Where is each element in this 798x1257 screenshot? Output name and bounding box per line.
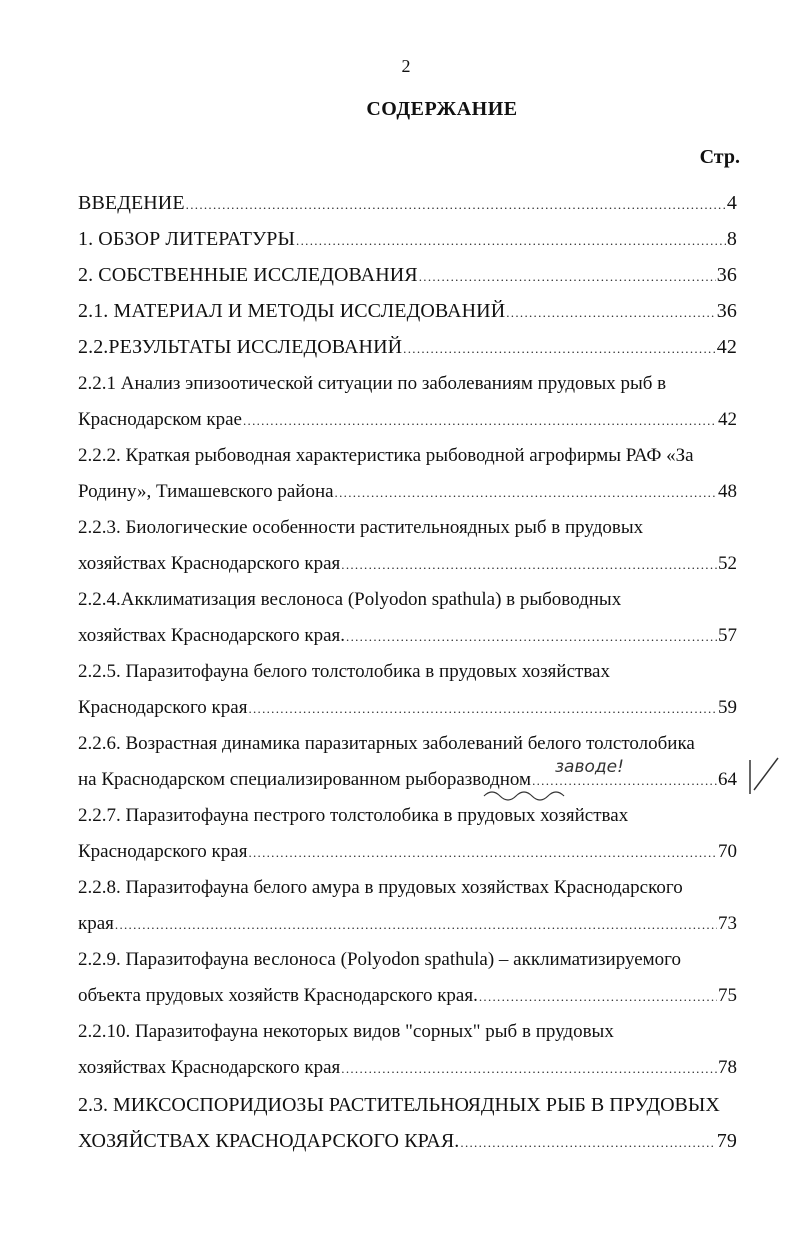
toc-leader-dots	[341, 1056, 717, 1082]
toc-entry-page: 42	[716, 336, 737, 358]
toc-entry-2-2-9	[78, 983, 737, 1010]
toc-entry-text: хозяйствах Краснодарского края.	[78, 625, 346, 646]
toc-entry-text: Краснодарском крае	[78, 409, 242, 430]
toc-leader-dots	[403, 336, 716, 362]
toc-entry-page: 48	[718, 481, 737, 502]
toc-entry-2-2-10	[78, 1055, 737, 1082]
toc-entry-page: 73	[718, 913, 737, 934]
toc-leader-dots	[296, 228, 726, 254]
toc-entry-2-3-line1: 2.3. МИКСОСПОРИДИОЗЫ РАСТИТЕЛЬНОЯДНЫХ РЫБ В ПРУДОВЫХ	[78, 1094, 720, 1116]
toc-entry-text: Краснодарского края	[78, 697, 248, 718]
toc-leader-dots	[419, 264, 716, 290]
page-number: 2	[401, 56, 411, 76]
toc-entry-page: 4	[726, 192, 737, 214]
toc-entry-2-2-4-line1: 2.2.4.Акклиматизация веслоноса (Polyodon spathula) в рыбоводных	[78, 589, 622, 610]
toc-entry-text: 2.1. МАТЕРИАЛ И МЕТОДЫ ИССЛЕДОВАНИЙ	[78, 300, 506, 322]
toc-entry-text: края	[78, 913, 114, 934]
toc-entry-text: хозяйствах Краснодарского края	[78, 1057, 341, 1078]
toc-entry-2-2-8	[78, 911, 737, 938]
toc-entry-2-2-2-line1: 2.2.2. Краткая рыбоводная характеристика рыбоводной агрофирмы РАФ «За	[78, 445, 694, 466]
toc-leader-dots	[346, 624, 717, 650]
toc-entry-2-2-9-line1: 2.2.9. Паразитофауна веслоноса (Polyodon spathula) – акклиматизируемого	[78, 949, 681, 970]
toc-entry-2-2-3	[78, 551, 737, 578]
toc-entry-2-2-7	[78, 839, 737, 866]
toc-leader-dots	[335, 480, 717, 506]
toc-entry-2-3	[78, 1128, 737, 1156]
toc-entry-literature-review	[78, 226, 737, 254]
page-column-header: Стр.	[699, 146, 740, 168]
toc-entry-2-2-3-line1: 2.2.3. Биологические особенности растительноядных рыб в прудовых	[78, 517, 644, 538]
toc-entry-2-2-2	[78, 479, 737, 506]
toc-entry-text: 1. ОБЗОР ЛИТЕРАТУРЫ	[78, 228, 296, 250]
toc-entry-2-2-1	[78, 407, 737, 434]
toc-entry-text: хозяйствах Краснодарского края	[78, 553, 341, 574]
toc-entry-2-2-10-line1: 2.2.10. Паразитофауна некоторых видов "сорных" рыб в прудовых	[78, 1021, 614, 1042]
handwritten-checkmark	[744, 752, 784, 800]
toc-entry-page: 57	[718, 625, 737, 646]
toc-entry-text: 2.2.РЕЗУЛЬТАТЫ ИССЛЕДОВАНИЙ	[78, 336, 403, 358]
toc-entry-2-2-6	[78, 767, 737, 794]
toc-leader-dots	[248, 696, 717, 722]
handwritten-squiggle	[482, 788, 572, 804]
toc-entry-2-2-4	[78, 623, 737, 650]
toc-leader-dots	[479, 984, 717, 1010]
toc-entry-page: 64	[718, 769, 737, 790]
toc-entry-materials-methods	[78, 298, 737, 326]
toc-entry-page: 59	[718, 697, 737, 718]
toc-entry-results	[78, 334, 737, 362]
toc-entry-text: Краснодарского края	[78, 841, 248, 862]
toc-leader-dots	[186, 192, 726, 218]
toc-entry-text: на Краснодарском специализированном рыборазводном	[78, 769, 532, 790]
toc-entry-2-2-8-line1: 2.2.8. Паразитофауна белого амура в прудовых хозяйствах Краснодарского	[78, 877, 683, 898]
toc-leader-dots	[243, 408, 717, 434]
toc-leader-dots	[460, 1130, 715, 1156]
toc-entry-page: 36	[716, 300, 737, 322]
toc-entry-page: 79	[716, 1130, 737, 1152]
toc-leader-dots	[506, 300, 716, 326]
toc-entry-2-2-1-line1: 2.2.1 Анализ эпизоотической ситуации по заболеваниям прудовых рыб в	[78, 373, 667, 394]
toc-entry-page: 75	[718, 985, 737, 1006]
toc-entry-page: 8	[726, 228, 737, 250]
handwritten-note: заводе!	[555, 757, 624, 777]
toc-entry-page: 78	[718, 1057, 737, 1078]
toc-entry-introduction	[78, 190, 737, 218]
toc-entry-2-2-7-line1: 2.2.7. Паразитофауна пестрого толстолобика в прудовых хозяйствах	[78, 805, 629, 826]
toc-entry-text: объекта прудовых хозяйств Краснодарского края.	[78, 985, 478, 1006]
toc-entry-own-research	[78, 262, 737, 290]
toc-entry-2-2-6-line1: 2.2.6. Возрастная динамика паразитарных заболеваний белого толстолобика	[78, 733, 695, 754]
toc-entry-text: ВВЕДЕНИЕ	[78, 192, 185, 214]
toc-entry-2-2-5-line1: 2.2.5. Паразитофауна белого толстолобика в прудовых хозяйствах	[78, 661, 610, 682]
toc-entry-text: 2. СОБСТВЕННЫЕ ИССЛЕДОВАНИЯ	[78, 264, 418, 286]
toc-entry-2-2-5	[78, 695, 737, 722]
toc-leader-dots	[115, 912, 717, 938]
toc-entry-page: 42	[718, 409, 737, 430]
toc-entry-text: Родину», Тимашевского района	[78, 481, 334, 502]
page-title: СОДЕРЖАНИЕ	[366, 98, 518, 120]
toc-entry-text: ХОЗЯЙСТВАХ КРАСНОДАРСКОГО КРАЯ.	[78, 1130, 460, 1152]
toc-entry-page: 36	[716, 264, 737, 286]
toc-leader-dots	[341, 552, 717, 578]
toc-leader-dots	[248, 840, 717, 866]
toc-entry-page: 52	[718, 553, 737, 574]
toc-entry-page: 70	[718, 841, 737, 862]
